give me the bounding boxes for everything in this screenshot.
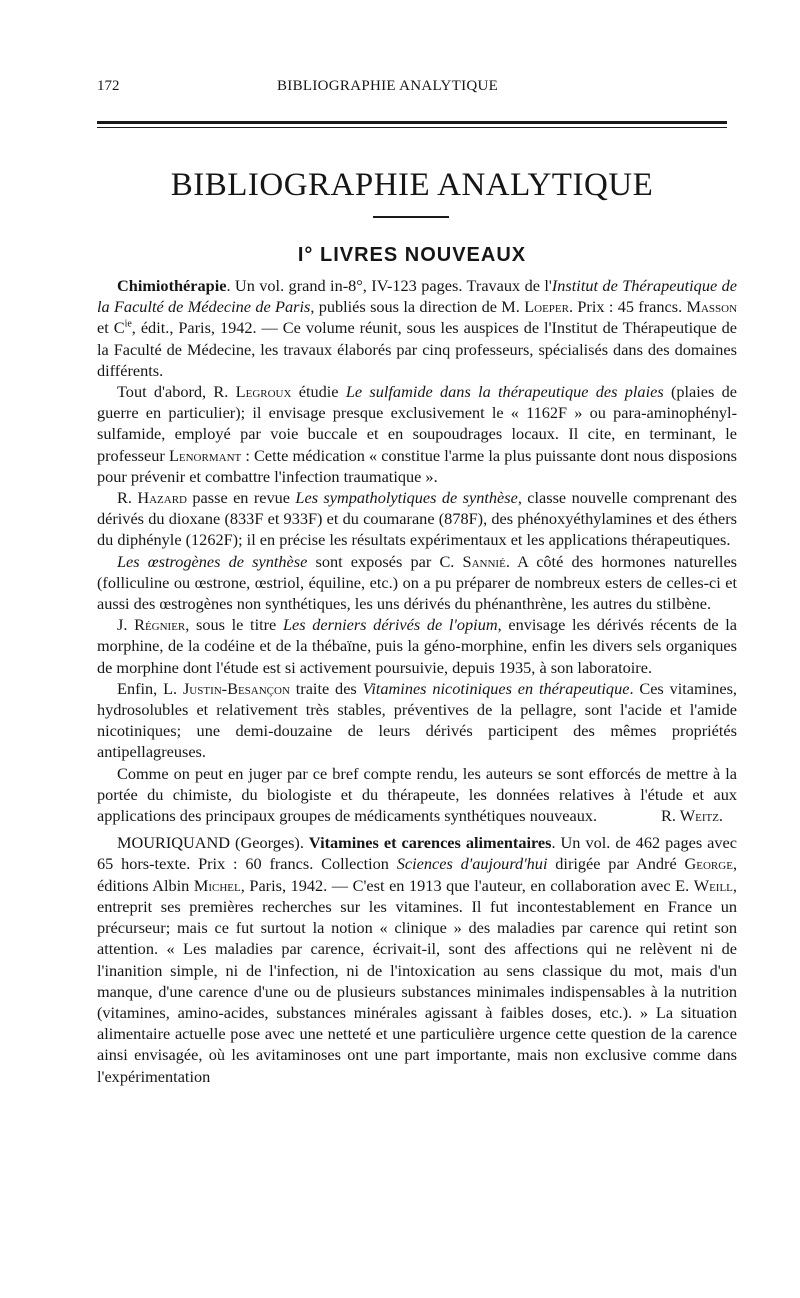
header-rule-thin	[97, 127, 727, 128]
title-rule	[373, 216, 449, 218]
review-2-paragraph: MOURIQUAND (Georges). Vitamines et carences alimentaires. Un vol. de 462 pages avec 65 hors-texte. Prix : 60 francs. Collection Sciences d'aujourd'hui dirigée par André George, éditions Albin Michel, Paris, 1942. — C'est en 1913 que l'auteur, en collaboration avec E. Weill, entreprit ses premières recherches sur les vitamines. Il fut incontestablement en France un précurseur; mais ce fut surtout la notion « clinique » des maladies par carence qui retint son attention. « Les maladies par carence, écrivait-il, sont des affections qui ne relèvent ni de l'inanition simple, ni de l'infection, ni de l'intoxication au sens classique du mot, mais d'un manque, d'une carence d'une ou de plusieurs substances minimales indispensables à la nutrition (vitamines, amino-acides, substances minérales agissant à faibles doses, etc.). » La situation alimentaire actuelle pose avec une netteté et une particulière urgence cette question de la carence ainsi envisagée, où les avitaminoses ont une part importante, mais non exclusive comme dans l'expérimentation	[97, 833, 738, 1086]
author-name: MOURIQUAND (Georges).	[117, 833, 309, 853]
page-number: 172	[97, 78, 120, 94]
review-1-paragraph-1: Chimiothérapie. Un vol. grand in-8°, IV-123 pages. Travaux de l'Institut de Thérapeutique de la Faculté de Médecine de Paris, publiés sous la direction de M. Loeper. Prix : 45 francs. Masson et $C^{ie}$, édit., Paris, 1942. — Ce volume réunit, sous les auspices de l'Institut de Thérapeutique de la Faculté de Médecine, les travaux élaborés par cinq professeurs, spécialisés dans des domaines différents.	[97, 276, 738, 380]
header-rule-thick	[97, 121, 727, 124]
body-text	[97, 275, 737, 1087]
page-title: BIBLIOGRAPHIE ANALYTIQUE	[170, 167, 654, 203]
book-title: Vitamines et carences alimentaires	[308, 833, 552, 853]
review-1-paragraph-6: Enfin, L. Justin-Besançon traite des Vitamines nicotiniques en thérapeutique. Ces vitamines, hydrosolubles et relativement très stables, préventives de la pellagre, sont l'acide et l'amide nicotiniques; une demi-douzaine de leurs dérivés participent des mêmes propriétés antipellagreuses.	[97, 678, 737, 762]
review-signature: R. Weitz.	[661, 806, 723, 826]
running-header	[97, 78, 727, 100]
review-1-paragraph-3: R. Hazard passe en revue Les sympatholytiques de synthèse, classe nouvelle comprenant des dérivés du dioxane (833F et 933F) et du coumarane (878F), des phénoxyéthylamines et des éthers du diphényle (1262F); il en précise les résultats expérimentaux et les applications thérapeutiques.	[97, 488, 737, 550]
section-heading: I° LIVRES NOUVEAUX	[297, 244, 527, 266]
review-1-paragraph-2: Tout d'abord, R. Legroux étudie Le sulfamide dans la thérapeutique des plaies (plaies de guerre en particulier); il envisage presque exclusivement le « 1162F » ou para-aminophényl-sulfamide, employé par voie buccale et en soupoudrages locaux. Il cite, en terminant, le professeur Lenormant : Cette médication « constitue l'arme la plus puissante dont nous disposions pour prévenir et combattre l'infection traumatique ».	[97, 382, 738, 486]
book-title: Chimiothérapie	[117, 276, 227, 295]
review-1-paragraph-7: Comme on peut en juger par ce bref compte rendu, les auteurs se sont efforcés de mettre à la portée du chimiste, du biologiste et du thérapeute, les données relatives à l'étude et aux applications des principaux groupes de médicaments synthétiques nouveaux. R. Weitz.	[97, 763, 737, 826]
review-1-paragraph-5: J. Régnier, sous le titre Les derniers dérivés de l'opium, envisage les dérivés récents de la morphine, de la codéine et de la thébaïne, puis la géno-morphine, enfin les divers sels organiques de morphine dont l'étude est si activement poursuivie, depuis 1935, à son laboratoire.	[97, 615, 737, 677]
running-title: BIBLIOGRAPHIE ANALYTIQUE	[277, 78, 499, 94]
review-1-paragraph-4: Les œstrogènes de synthèse sont exposés par C. Sannié. A côté des hormones naturelles (folliculine ou œstrone, œstriol, équiline, etc.) on a pu préparer de nombreux esters de celles-ci et aussi des œstrogènes non synthétiques, les uns dérivés du phénanthrène, les autres du stilbène.	[97, 551, 738, 614]
